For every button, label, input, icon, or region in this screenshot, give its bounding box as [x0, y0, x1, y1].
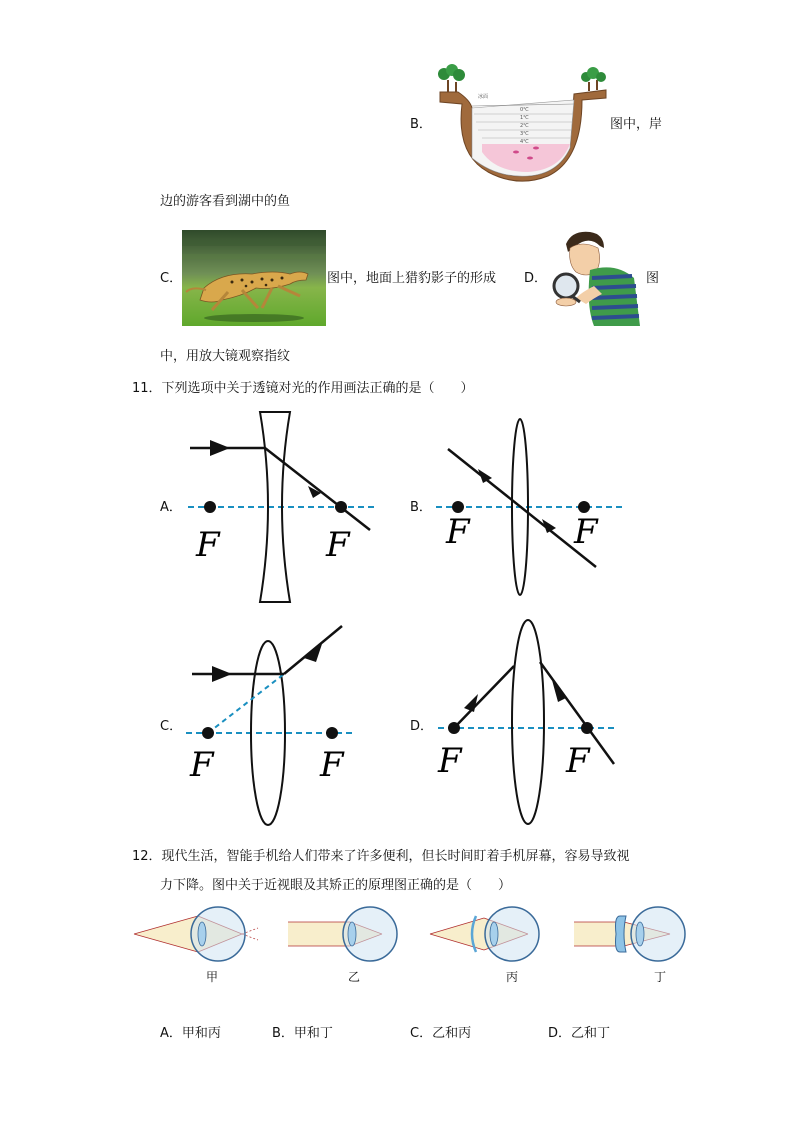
temp-label: 4℃	[520, 139, 529, 145]
fish	[513, 151, 519, 154]
q11-option-d-label: D．	[410, 719, 434, 734]
option-b-label: B．	[410, 117, 432, 132]
q12-choice-a[interactable]: A．甲和丙	[160, 1026, 221, 1041]
question-12-stem-line2: 力下降。图中关于近视眼及其矫正的原理图正确的是（ ）	[160, 878, 512, 893]
option-c-label: C．	[160, 271, 183, 286]
cheetah-shadow	[204, 314, 304, 322]
focus-label: F	[320, 745, 344, 785]
eye-label-ding: 丁	[654, 970, 667, 984]
dashed-extension	[208, 674, 284, 733]
q11-option-b-label: B．	[410, 500, 432, 515]
temp-label: 2℃	[520, 123, 529, 129]
focus-point	[204, 501, 216, 513]
magnifier-glass	[554, 274, 578, 298]
q12-choice-b[interactable]: B．甲和丁	[272, 1026, 333, 1041]
focus-label: F	[326, 525, 350, 565]
lake-figure	[436, 64, 610, 182]
tree-left	[438, 64, 465, 92]
temp-label: 0℃	[520, 107, 529, 113]
focus-label: F	[190, 745, 214, 785]
focus-point	[448, 722, 460, 734]
q11-option-c-label: C．	[160, 719, 183, 734]
refracted-ray	[284, 626, 342, 674]
convex-lens	[512, 620, 544, 824]
diagram-d	[430, 618, 630, 833]
diagram-b	[430, 415, 630, 600]
option-b-tail: 图中，岸	[610, 117, 663, 132]
option-b-line2: 边的游客看到湖中的鱼	[160, 194, 291, 209]
refracted-ray	[265, 448, 370, 530]
focus-point	[335, 501, 347, 513]
focus-label: F	[574, 512, 598, 552]
ray-arrow	[210, 440, 230, 456]
eye-diagram-jia	[132, 904, 272, 964]
correction-lens	[616, 916, 627, 952]
focus-label: F	[446, 512, 470, 552]
magnifier-boy-figure	[546, 226, 646, 330]
ray-arrow	[464, 694, 478, 712]
focus-point	[326, 727, 338, 739]
incident-ray	[454, 666, 514, 728]
option-d-label: D．	[524, 271, 548, 286]
ray-arrow	[304, 644, 322, 662]
concave-lens	[260, 412, 290, 602]
temp-label: 1℃	[520, 115, 529, 121]
q11-option-a-label: A．	[160, 500, 182, 515]
option-d-tail: 图	[646, 271, 660, 286]
fish	[527, 157, 533, 160]
fish	[533, 147, 539, 150]
eye-diagram-yi	[286, 904, 406, 964]
eye-diagram-ding	[572, 904, 692, 964]
question-12-stem-line1: 12．现代生活，智能手机给人们带来了许多便利，但长时间盯着手机屏幕，容易导致视	[132, 849, 630, 864]
eye-diagram-bing	[428, 904, 558, 964]
ice-label: 冰面	[478, 94, 489, 100]
diagram-a	[180, 410, 380, 610]
focus-label: F	[196, 525, 220, 565]
focus-point	[202, 727, 214, 739]
option-d-line2: 中，用放大镜观察指纹	[160, 349, 291, 364]
q12-choice-d[interactable]: D．乙和丁	[548, 1026, 611, 1041]
question-11-stem: 11．下列选项中关于透镜对光的作用画法正确的是（ ）	[132, 381, 474, 396]
tree-right	[581, 67, 606, 91]
diagram-c	[180, 622, 380, 832]
eye-label-jia: 甲	[206, 970, 219, 984]
eye-label-bing: 丙	[506, 970, 519, 984]
ray-arrow	[552, 680, 566, 702]
focus-label: F	[566, 741, 590, 781]
eye-label-yi: 乙	[348, 970, 361, 984]
temp-label: 3℃	[520, 131, 529, 137]
cheetah-photo	[182, 230, 326, 326]
option-c-text: 图中，地面上猎豹影子的形成	[327, 271, 497, 286]
focus-label: F	[438, 741, 462, 781]
focus-point	[581, 722, 593, 734]
ray-arrow	[212, 666, 232, 682]
q12-choice-c[interactable]: C．乙和丙	[410, 1026, 472, 1041]
